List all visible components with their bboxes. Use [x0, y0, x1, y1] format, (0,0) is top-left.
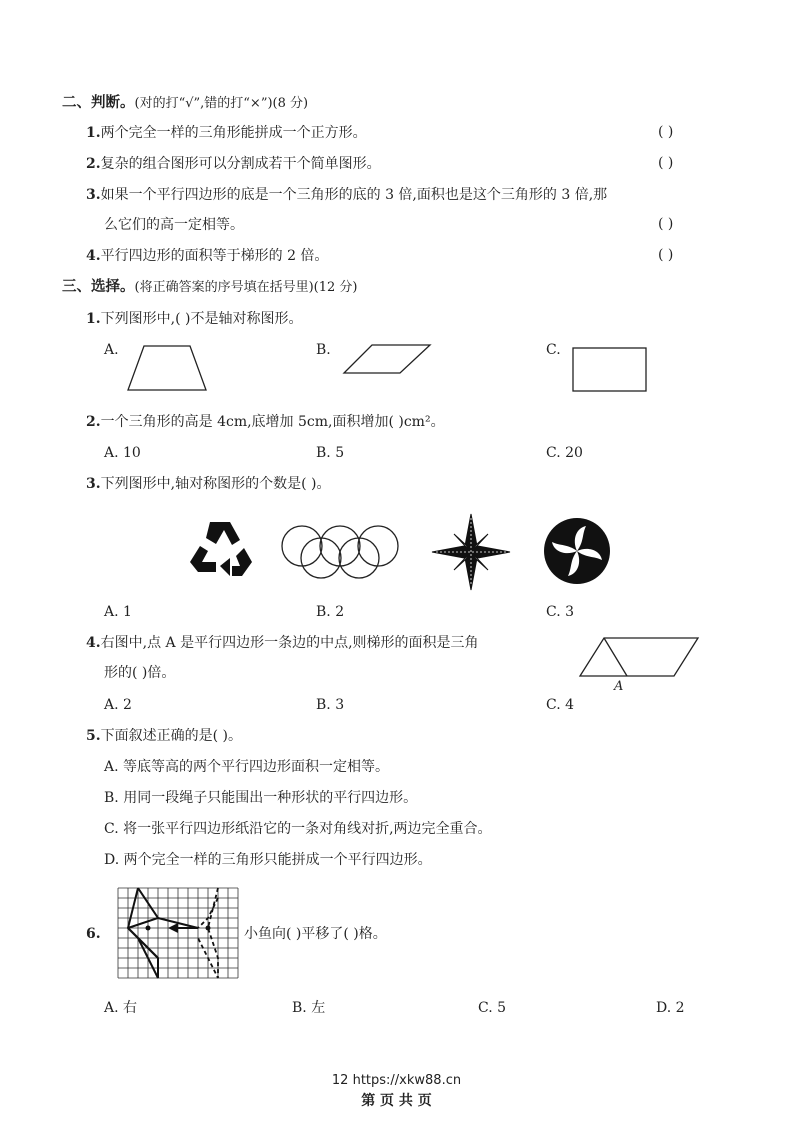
parallelogram-point-a-figure	[578, 636, 702, 696]
q4-option-c[interactable]: C. 4	[546, 697, 575, 713]
q3-option-a[interactable]: A. 1	[104, 604, 132, 620]
choice-q4-cont: 形的( )倍。	[104, 665, 176, 681]
section-choice-title: 三、选择。(将正确答案的序号填在括号里)(12 分)	[62, 278, 358, 295]
compass-star-figure	[430, 512, 512, 592]
answer-paren[interactable]: ( )	[658, 216, 674, 232]
choice-q2: 2.一个三角形的高是 4cm,底增加 5cm,面积增加( )cm²。	[86, 414, 445, 430]
q4-option-b[interactable]: B. 3	[316, 697, 345, 713]
q2-option-a[interactable]: A. 10	[104, 445, 141, 461]
pinwheel-circle-figure	[542, 516, 612, 586]
judge-item-3-cont: 么它们的高一定相等。	[104, 217, 244, 233]
footer-url: 12 https://xkw88.cn	[331, 1073, 462, 1088]
judge-item-3: 3.如果一个平行四边形的底是一个三角形的底的 3 倍,面积也是这个三角形的 3 倍,那	[86, 187, 608, 203]
trapezoid-figure	[126, 344, 210, 392]
judge-item-4: 4.平行四边形的面积等于梯形的 2 倍。	[86, 248, 329, 264]
judge-item-2: 2.复杂的组合图形可以分割成若干个简单图形。	[86, 156, 381, 172]
choice-q3: 3.下列图形中,轴对称图形的个数是( )。	[86, 476, 331, 492]
q3-option-b[interactable]: B. 2	[316, 604, 345, 620]
q5-option-a[interactable]: A. 等底等高的两个平行四边形面积一定相等。	[104, 759, 390, 775]
section-judge-title: 二、判断。(对的打“√”,错的打“×”)(8 分)	[62, 94, 309, 111]
q1-option-c[interactable]: C.	[546, 342, 561, 358]
q4-option-a[interactable]: A. 2	[104, 697, 132, 713]
olympic-rings-figure	[280, 524, 408, 580]
answer-paren[interactable]: ( )	[658, 247, 674, 263]
q6-option-a[interactable]: A. 右	[104, 1000, 138, 1016]
choice-q1: 1.下列图形中,( )不是轴对称图形。	[86, 311, 303, 327]
q2-option-b[interactable]: B. 5	[316, 445, 345, 461]
q6-option-b[interactable]: B. 左	[292, 1000, 326, 1016]
page-footer: 第 页 共 页	[361, 1093, 432, 1109]
q6-option-d[interactable]: D. 2	[656, 1000, 685, 1016]
q3-option-c[interactable]: C. 3	[546, 604, 575, 620]
choice-q6-num: 6.	[86, 926, 101, 942]
q1-option-a[interactable]: A.	[104, 342, 119, 358]
choice-q4: 4.右图中,点 A 是平行四边形一条边的中点,则梯形的面积是三角	[86, 635, 479, 651]
answer-paren[interactable]: ( )	[658, 124, 674, 140]
recycle-symbol-figure	[188, 518, 254, 580]
choice-q5: 5.下面叙述正确的是( )。	[86, 728, 242, 744]
q5-option-c[interactable]: C. 将一张平行四边形纸沿它的一条对角线对折,两边完全重合。	[104, 821, 492, 837]
rectangle-figure	[572, 347, 648, 393]
judge-item-1: 1.两个完全一样的三角形能拼成一个正方形。	[86, 125, 367, 141]
point-a-label: A	[614, 679, 624, 694]
q1-option-b[interactable]: B.	[316, 342, 331, 358]
fish-grid-figure	[116, 886, 240, 982]
q5-option-d[interactable]: D. 两个完全一样的三角形只能拼成一个平行四边形。	[104, 852, 432, 868]
q5-option-b[interactable]: B. 用同一段绳子只能围出一种形状的平行四边形。	[104, 790, 418, 806]
q6-option-c[interactable]: C. 5	[478, 1000, 507, 1016]
parallelogram-figure	[342, 343, 434, 375]
choice-q6: 小鱼向( )平移了( )格。	[244, 926, 387, 942]
q2-option-c[interactable]: C. 20	[546, 445, 583, 461]
answer-paren[interactable]: ( )	[658, 155, 674, 171]
